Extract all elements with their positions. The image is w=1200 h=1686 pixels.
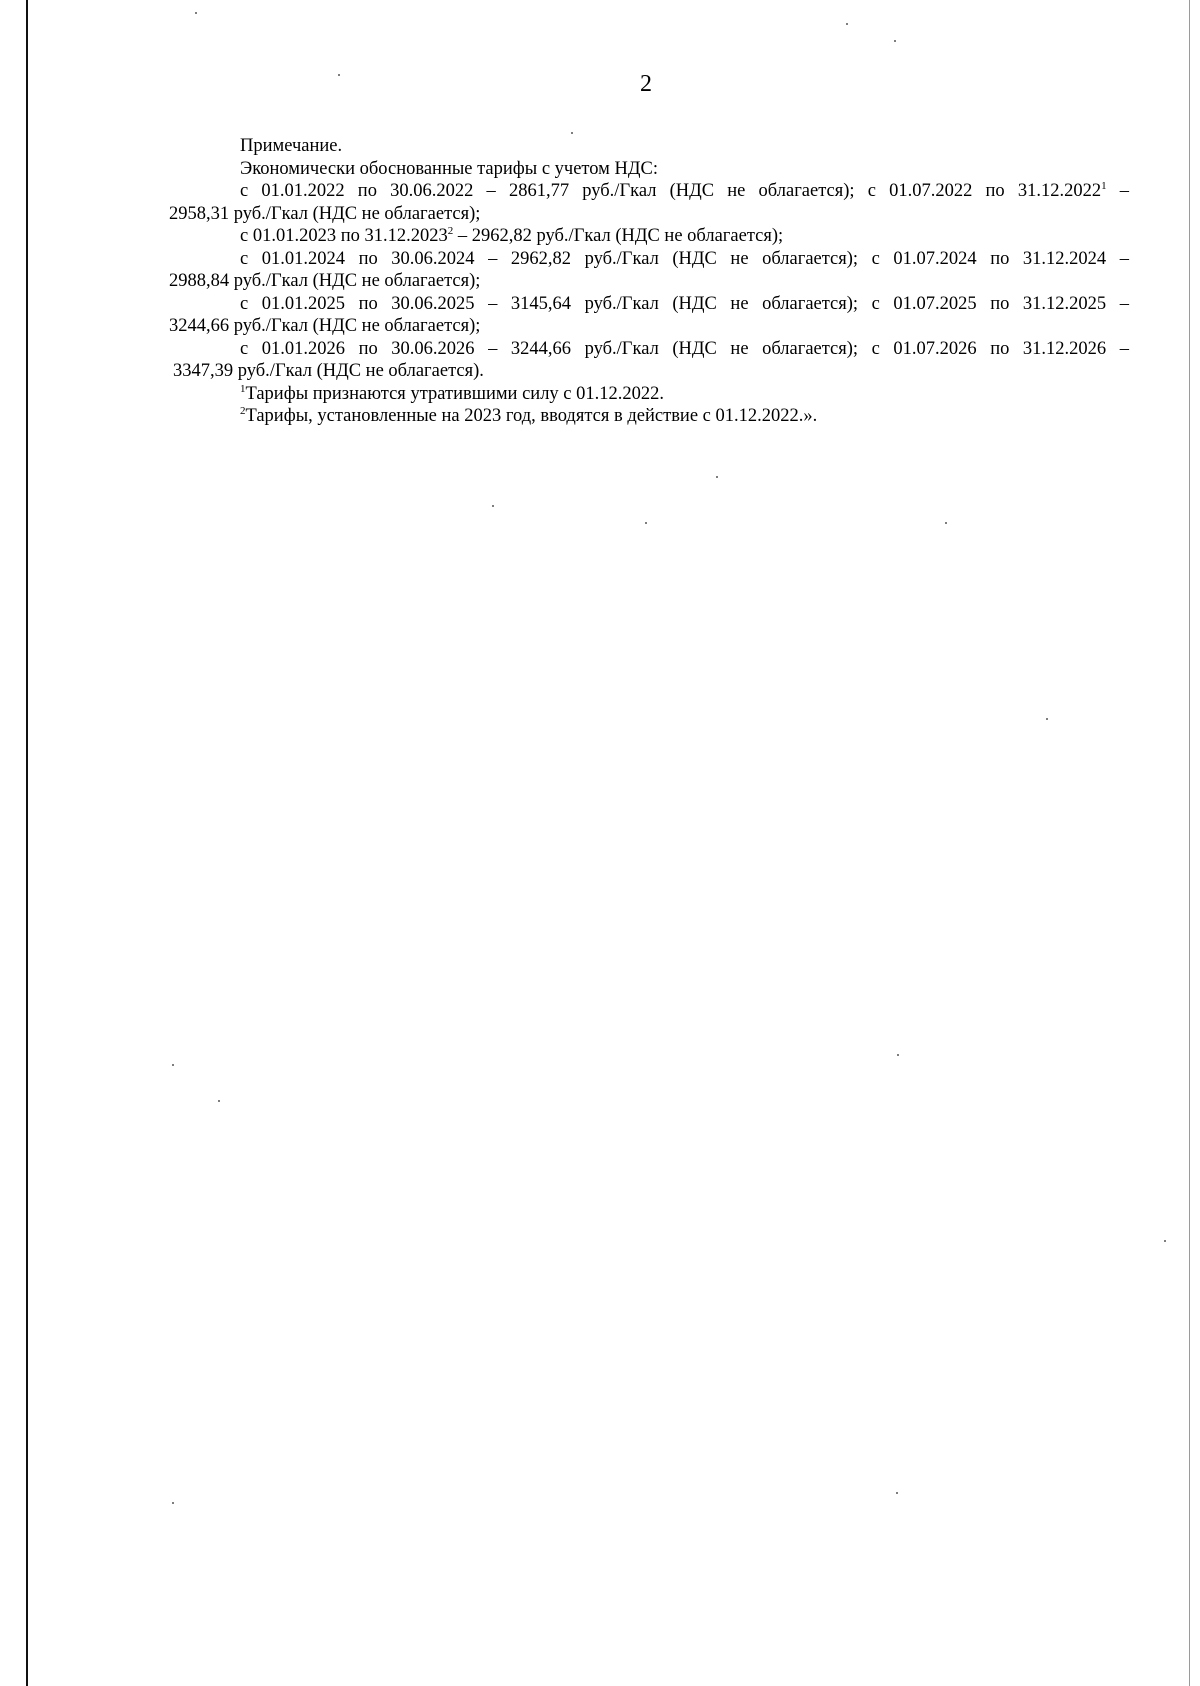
scan-speck (1046, 718, 1048, 720)
scan-left-border (26, 0, 28, 1686)
scan-speck (846, 23, 848, 25)
tariff-2023-text: с 01.01.2023 по 31.12.2023 (240, 226, 448, 246)
tariff-2025-line: с 01.01.2025 по 30.06.2025 – 3145,64 руб./Гкал (НДС не облагается); с 01.07.2025 по 31.12.2025 – (240, 293, 1129, 314)
page-number: 2 (640, 71, 652, 97)
scan-speck (492, 505, 494, 507)
tariff-2026-line: с 01.01.2026 по 30.06.2026 – 3244,66 руб./Гкал (НДС не облагается); с 01.07.2026 по 31.12.2026 – (240, 338, 1129, 359)
tariff-2022-line (169, 180, 1129, 203)
footnote-1 (169, 383, 1129, 406)
tariff-2026-continuation: 3347,39 руб./Гкал (НДС не облагается). (173, 361, 484, 381)
footnote-2-text: Тарифы, установленные на 2023 год, вводятся в действие с 01.12.2022.». (245, 406, 818, 426)
scan-speck (172, 1502, 174, 1504)
scan-speck (338, 74, 340, 76)
tariff-2024-line: с 01.01.2024 по 30.06.2024 – 2962,82 руб./Гкал (НДС не облагается); с 01.07.2024 по 31.12.2024 – (240, 248, 1129, 269)
note-intro: Экономически обоснованные тарифы с учетом НДС: (240, 158, 658, 179)
scan-speck (195, 12, 197, 14)
footnote-1-text: Тарифы признаются утратившими силу с 01.12.2022. (245, 383, 665, 404)
tariff-2023-value: – 2962,82 руб./Гкал (НДС не облагается); (453, 226, 784, 246)
footnote-2-mark: 2 (240, 405, 246, 417)
footnote-ref-1: 1 (1101, 180, 1107, 192)
tariff-2025-continuation: 3244,66 руб./Гкал (НДС не облагается); (169, 316, 481, 336)
scan-speck (172, 1064, 174, 1066)
scan-speck (571, 132, 573, 134)
scan-speck (218, 1100, 220, 1102)
scan-speck (896, 1492, 898, 1494)
scan-speck (945, 522, 947, 524)
scan-speck (894, 40, 896, 42)
tariff-2024-continuation: 2988,84 руб./Гкал (НДС не облагается); (169, 271, 481, 291)
scan-speck (716, 476, 718, 478)
scan-speck (645, 522, 647, 524)
tariff-2023-line (169, 225, 1129, 248)
scan-speck (897, 1054, 899, 1056)
tariff-2022-text: с 01.01.2022 по 30.06.2022 – 2861,77 руб./Гкал (НДС не облагается); с 01.07.2022 по 31.12.2022 (240, 181, 1102, 201)
footnote-1-mark: 1 (240, 382, 246, 395)
note-heading: Примечание. (240, 136, 343, 156)
footnote-2 (169, 405, 1129, 428)
footnote-ref-2: 2 (447, 225, 454, 237)
scan-speck (1164, 1240, 1166, 1242)
tariff-2022-continuation: 2958,31 руб./Гкал (НДС не облагается); (169, 203, 481, 224)
note-section (169, 135, 1129, 428)
scan-right-border (1189, 0, 1190, 1686)
tariff-2022-dash: – (1106, 181, 1130, 201)
